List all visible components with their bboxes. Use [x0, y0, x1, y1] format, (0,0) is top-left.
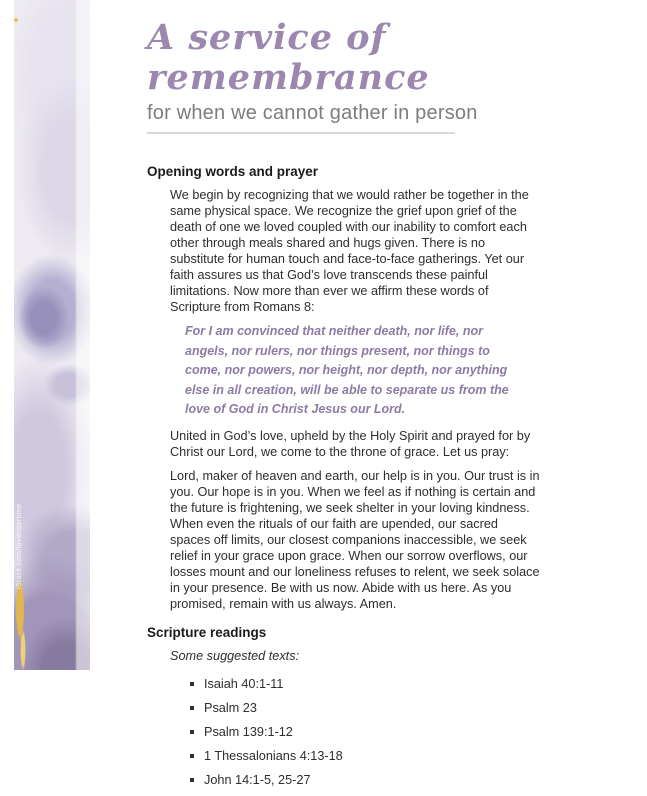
section-heading-opening: Opening words and prayer [147, 164, 319, 179]
list-item [190, 748, 540, 764]
list-item [190, 724, 540, 740]
title-underline [147, 132, 455, 134]
list-item [190, 676, 540, 692]
document-content [147, 18, 625, 796]
suggested-texts-note: Some suggested texts: [170, 648, 300, 663]
reading-reference: 1 Thessalonians 4:13-18 [204, 748, 343, 763]
list-item [190, 700, 540, 716]
opening-paragraph-1: We begin by recognizing that we would rather be together in the same physical space. We recognize the grief upon grief of the death of one we loved coupled with our inability to comfort each other through meals shared and hugs given. There is no substitute for human touch and face-to-face gatherings. Yet our faith assures us that God’s love transcends these painful limitations. Now more than ever we affirm these words of Scripture from Romans 8: [170, 188, 529, 314]
opening-paragraph-3: Lord, maker of heaven and earth, our help is in you. Our trust is in you. Our hope is in you. When we feel as if nothing is certain and the future is frightening, we seek shelter in your loving kindness. When even the rituals of our faith are upended, our sacred spaces off limits, our closest companions inaccessible, we seek relief in your grace upon grace. When our sorrow overflows, our losses mount and our loneliness refuses to relent, we seek solace in your presence. Be with us now. Abide with us here. As you promised, remain with us always. Amen. [170, 468, 540, 611]
list-item [190, 772, 540, 788]
section-body-readings [170, 648, 540, 788]
page-title: A service of remembrance [147, 17, 430, 98]
reading-reference: Psalm 23 [204, 700, 257, 715]
readings-list [190, 676, 540, 788]
photo-credit: iStock.com/lavendertime [16, 503, 23, 589]
section-heading-readings: Scripture readings [147, 624, 267, 640]
bullet-icon [190, 730, 194, 734]
page-subtitle: for when we cannot gather in person [147, 102, 478, 124]
bullet-icon [190, 754, 194, 758]
watercolor-art [14, 0, 90, 670]
bullet-icon [190, 682, 194, 686]
section-body-opening [170, 187, 540, 612]
bullet-icon [190, 706, 194, 710]
reading-reference: John 14:1-5, 25-27 [204, 772, 311, 787]
reading-reference: Psalm 139:1-12 [204, 724, 293, 739]
romans-quote: For I am convinced that neither death, nor life, nor angels, nor rulers, nor things present, nor things to come, nor powers, nor height, nor depth, nor anything else in all creation, will be able to separate us from the love of God in Christ Jesus our Lord. [185, 324, 509, 416]
bullet-icon [190, 778, 194, 782]
reading-reference: Isaiah 40:1-11 [204, 676, 284, 691]
opening-paragraph-2: United in God’s love, upheld by the Holy Spirit and prayed for by Christ our Lord, we come to the throne of grace. Let us pray: [170, 428, 531, 459]
